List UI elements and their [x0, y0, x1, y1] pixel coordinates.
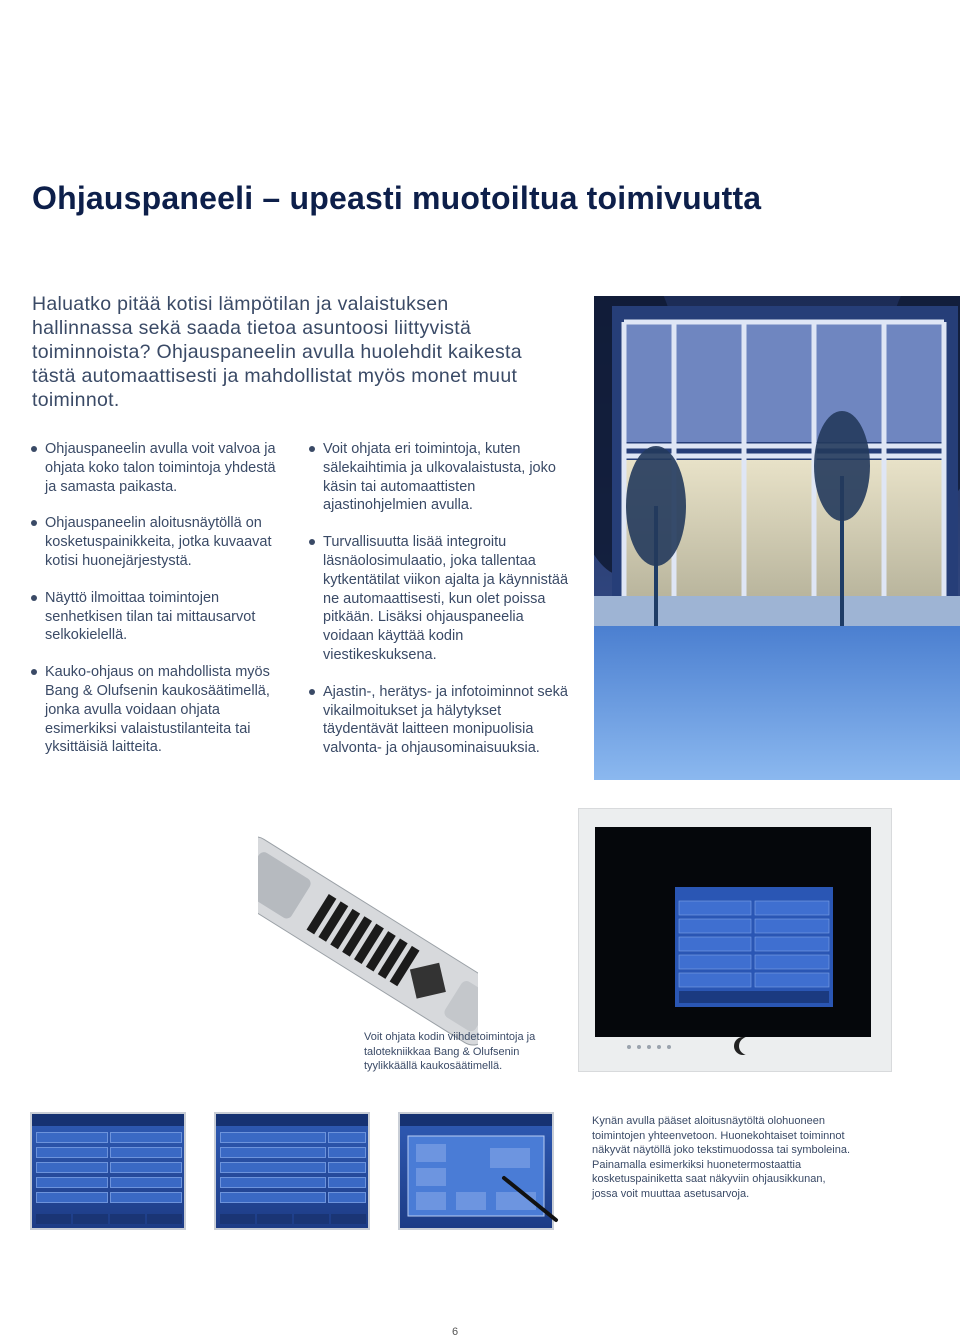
panel-dot-icon [647, 1045, 651, 1049]
bullet-text: Kauko-ohjaus on mahdollista myös Bang & Olufsenin kaukosäätimellä, jonka avulla voidaan ohjata esimerkiksi valaistustilanteita tai yksittäisiä laitteita. [45, 664, 270, 756]
panel-buttons [627, 1045, 671, 1049]
bullet-text: Ohjauspaneelin aloitusnäytöllä on kosketuspainikkeita, jotka kuvaavat kotisi huonejärjestystä. [45, 515, 272, 569]
bullet-dot-icon [31, 446, 37, 452]
caption-pen: Kynän avulla pääset aloitusnäytöltä olohuoneen toimintojen yhteenvetoon. Huonekohtaiset toiminnot näkyvät näytöllä joko tekstimuodossa tai symboleina. Painamalla esimerkiksi huonetermostaattia kosketuspainiketta saat näkyviin ohjausikkunan, jossa voit muuttaa asetusarvoja. [592, 1115, 851, 1200]
pen-icon [500, 1174, 560, 1224]
bullet-item [30, 663, 280, 757]
panel-menu-graphic [595, 827, 871, 1037]
bullet-item [308, 440, 570, 515]
bullet-item [308, 533, 570, 665]
bullet-dot-icon [31, 669, 37, 675]
page-title: Ohjauspaneeli – upeasti muotoiltua toimivuutta [32, 180, 762, 216]
bullet-list-left [30, 440, 280, 775]
panel-dot-icon [667, 1045, 671, 1049]
moon-icon [739, 1037, 757, 1055]
panel-dot-icon [657, 1045, 661, 1049]
screen-example-2 [214, 1112, 370, 1230]
panel-dot-icon [637, 1045, 641, 1049]
bullet-dot-icon [309, 539, 315, 545]
panel-screen [595, 827, 871, 1037]
house-illustration [594, 296, 960, 780]
bullet-dot-icon [31, 520, 37, 526]
bullet-item [30, 589, 280, 645]
bullet-list-right [308, 440, 570, 776]
page-number: 6 [452, 1326, 459, 1338]
house-photo [594, 296, 960, 780]
screen-example-3 [398, 1112, 554, 1230]
bullet-text: Voit ohjata eri toimintoja, kuten sälekaihtimia ja ulkovalaistusta, joko käsin tai automaattisten ajastinohjelmien avulla. [323, 441, 556, 514]
bullet-text: Ohjauspaneelin avulla voit valvoa ja ohjata koko talon toimintoja yhdestä ja samasta paikasta. [45, 441, 276, 495]
bullet-item [30, 440, 280, 496]
panel-dot-icon [627, 1045, 631, 1049]
caption-remote: Voit ohjata kodin viihdetoimintoja ja talotekniikkaa Bang & Olufsenin tyylikkäällä kaukosäätimellä. [364, 1031, 536, 1072]
bullet-dot-icon [31, 595, 37, 601]
intro-paragraph: Haluatko pitää kotisi lämpötilan ja valaistuksen hallinnassa sekä saada tietoa asuntoosi liittyvistä toiminnoista? Ohjauspaneelin avulla huolehdit kaikesta tästä automaattisesti ja mahdollistat myös monet muut toiminnot. [32, 293, 522, 411]
bullet-text: Näyttö ilmoittaa toimintojen senhetkisen tilan tai mittausarvot selkokielellä. [45, 589, 256, 644]
bullet-dot-icon [309, 689, 315, 695]
screen-example-1 [30, 1112, 186, 1230]
bullet-text: Ajastin-, herätys- ja infotoiminnot sekä vikailmoitukset ja hälytykset täydentävät laitteen monipuolisia valvonta- ja ohjausominaisuuksia. [323, 683, 568, 757]
bullet-item [308, 683, 570, 758]
bullet-text: Turvallisuutta lisää integroitu läsnäolosimulaatio, joka tallentaa kytkentätilat viikon ajalta ja käynnistää ne automaattisesti, kun olet poissa pitkään. Lisäksi ohjauspaneelia voidaan käyttää kodin viestikeskuksena. [323, 534, 569, 663]
bullet-item [30, 514, 280, 570]
bullet-dot-icon [309, 446, 315, 452]
control-panel-device [578, 808, 892, 1072]
